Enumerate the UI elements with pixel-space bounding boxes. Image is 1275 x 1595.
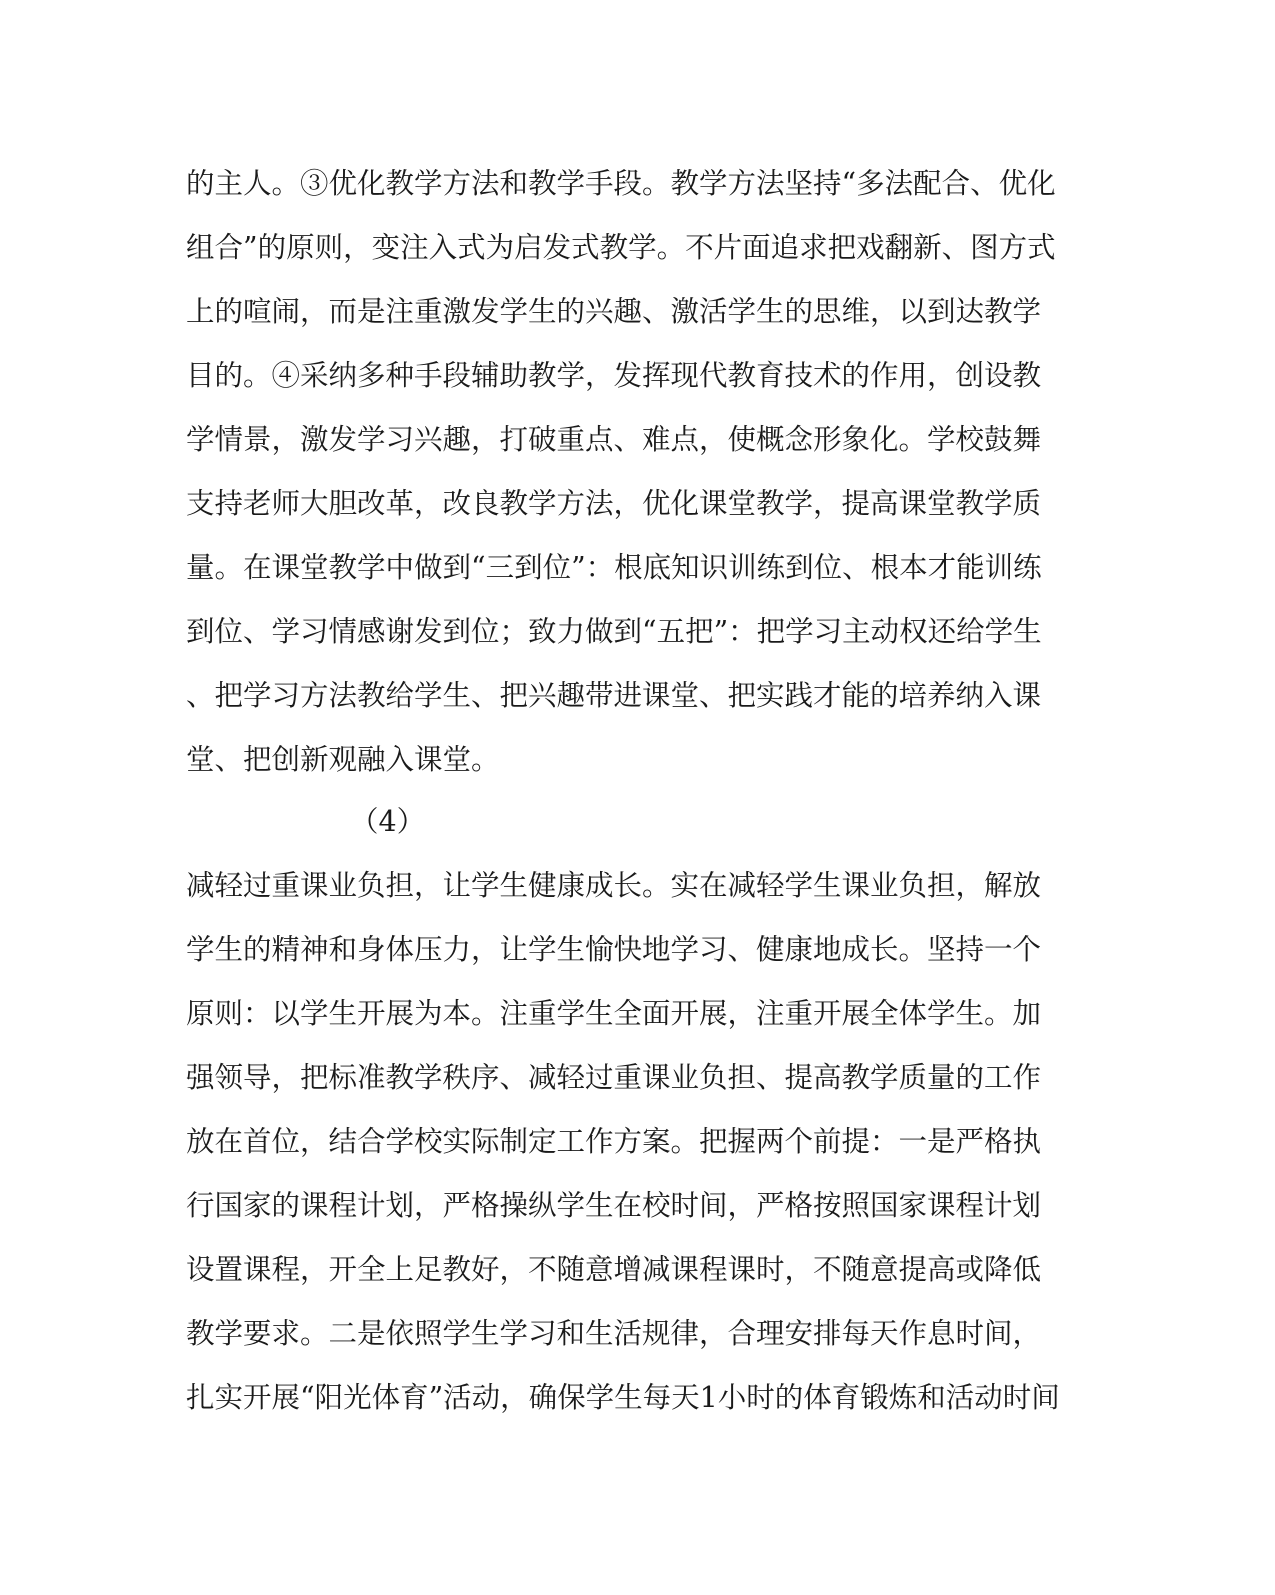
text-line: 支持老师大胆改革，改良教学方法，优化课堂教学，提高课堂教学质 xyxy=(186,487,1042,520)
text-line: 设置课程，开全上足教好，不随意增减课程课时，不随意提高或降低 xyxy=(186,1253,1042,1286)
text-line: 教学要求。二是依照学生学习和生活规律，合理安排每天作息时间， xyxy=(186,1317,1042,1350)
text-line: 、把学习方法教给学生、把兴趣带进课堂、把实践才能的培养纳入课 xyxy=(186,679,1042,712)
text-line: 组合”的原则，变注入式为启发式教学。不片面追求把戏翻新、图方式 xyxy=(186,231,1056,264)
text-line: 量。在课堂教学中做到“三到位”：根底知识训练到位、根本才能训练 xyxy=(186,551,1042,584)
text-line: 强领导，把标准教学秩序、减轻过重课业负担、提高教学质量的工作 xyxy=(186,1061,1042,1094)
text-line: 到位、学习情感谢发到位；致力做到“五把”：把学习主动权还给学生 xyxy=(186,615,1042,648)
text-line: 学情景，激发学习兴趣，打破重点、难点，使概念形象化。学校鼓舞 xyxy=(186,423,1042,456)
text-line: 放在首位，结合学校实际制定工作方案。把握两个前提：一是严格执 xyxy=(186,1125,1042,1158)
text-line: 原则：以学生开展为本。注重学生全面开展，注重开展全体学生。加 xyxy=(186,997,1042,1030)
text-line: 行国家的课程计划，严格操纵学生在校时间，严格按照国家课程计划 xyxy=(186,1189,1042,1222)
text-line: 学生的精神和身体压力，让学生愉快地学习、健康地成长。坚持一个 xyxy=(186,933,1042,966)
text-line: 扎实开展“阳光体育”活动，确保学生每天1小时的体育锻炼和活动时间 xyxy=(186,1381,1060,1414)
text-line: 目的。④采纳多种手段辅助教学，发挥现代教育技术的作用，创设教 xyxy=(186,359,1042,392)
text-line: 堂、把创新观融入课堂。 xyxy=(186,743,500,776)
text-line: 的主人。③优化教学方法和教学手段。教学方法坚持“多法配合、优化 xyxy=(186,167,1056,200)
section-number: （4） xyxy=(350,805,426,838)
text-line: 上的喧闹，而是注重激发学生的兴趣、激活学生的思维，以到达教学 xyxy=(186,295,1042,328)
text-line: 减轻过重课业负担，让学生健康成长。实在减轻学生课业负担，解放 xyxy=(186,869,1042,902)
